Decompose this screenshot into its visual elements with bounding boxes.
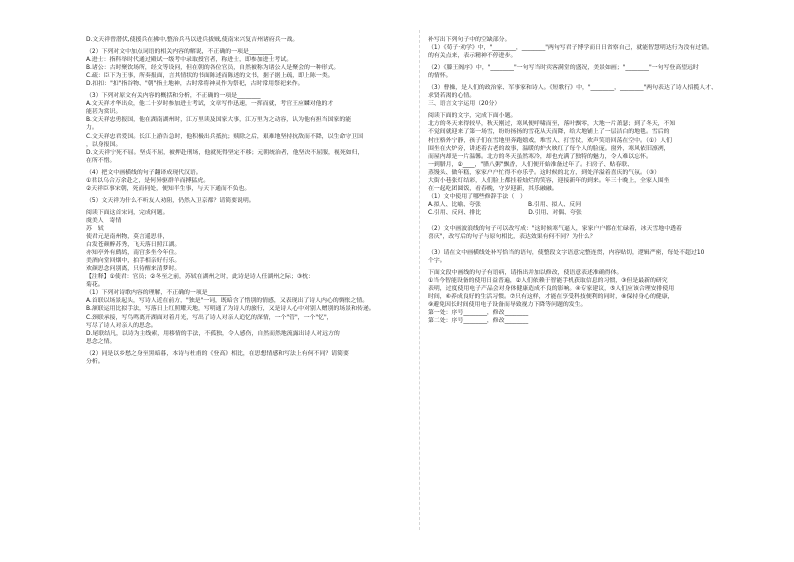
- left-text-line: C.文天祥忠君爱国。长江上游告急时，他积极出兵抵抗；赎除之后，艰难地坚持抗敌而不降，以生命守卫国: [86, 133, 363, 140]
- left-text-line: A.首联以场景起头，写诗人近在前方，"独是"一词，既暗含了惜别的情感，又表现出了诗人内心的惆怅之情。: [86, 298, 369, 305]
- right-text-line: 一到腊月，②____，"腊八粥"飘香，人们便开始准备过年了。扫房子、贴春联、: [428, 161, 634, 168]
- right-text-line: 村庄格外宁静，孩子们在雪地里奔跑嬉戏，堆雪人、打雪仗，欢声笑语回荡在空中。（①）人们: [428, 137, 672, 144]
- left-text-line: 分析。: [86, 358, 104, 365]
- left-column: [86, 36, 412, 366]
- right-text-line: 大街小巷张灯结彩，人们脸上都挂着灿烂的笑容，迎接新年的到来。年三十晚上，全家人围坐: [428, 177, 670, 184]
- right-text-line: （3）请在文中画横线处补写恰当的语句，使整段文字语意完整连贯，内容贴切，逻辑严密，每处不超过10: [428, 250, 705, 257]
- left-text-line: （4）把文中画横线的句子翻译成现代汉语。: [86, 169, 202, 176]
- left-text-line: （2）下列对文中加点词语的相关内容的解说，不正确的一项是________: [86, 49, 273, 56]
- right-text-line: C.引用、反问、排比 D.引用、对偶、夸张: [428, 209, 582, 216]
- left-text-line: C.颈联承接，写鸟鸣离开湖面对着月光，写出了诗人对亲人追忆的深情，一个"管"，一个"忆"，: [86, 314, 333, 321]
- left-text-line: B.颔联运用比拟手法，写落日上红照耀天地，写明通了为诗人的旅行，又是诗人心中对别人赠别的场景和传递。: [86, 306, 375, 313]
- left-text-line: 虞美人 寄情: [86, 217, 122, 224]
- right-text-line: ⑨避免因长时间使用电子设备而导致视力下降等问题的发生。: [428, 302, 587, 309]
- right-text-line: 在一起吃团圆饭，看春晚，守岁迎新，其乐融融。: [428, 185, 558, 192]
- right-text-line: （1）文中使用了哪些修辞手法（ ）: [428, 193, 526, 200]
- left-text-line: 阅读下面这首宋词，完成问题。: [86, 209, 169, 216]
- left-text-line: D.文天祥宁死不屈。坚贞不屈，被押赴刑场，他就死得坚定不移；元朝统治者，他坚决不屈服，视死如归，: [86, 149, 364, 156]
- left-text-line: 【注释】①使君：官员；②冬至之前，苏轼在湖州之时，此诗是诗人任湖州之际；③枕：: [86, 274, 314, 281]
- left-text-line: 美酒向堂回烟中，拍手相亲好行乐。: [86, 258, 181, 265]
- right-column: [428, 36, 764, 326]
- left-text-line: 苏 轼: [86, 225, 104, 232]
- right-text-line: 阅读下面的文字，完成下面小题。: [428, 113, 517, 120]
- right-text-line: 的有关点来，表示精神不停进步。: [428, 53, 517, 60]
- left-text-line: D.扣扣："扣"指谷物、"朝"指土地神，古时常将神灵作为祭祀，古时常用祭祀来作。: [86, 81, 304, 88]
- right-text-line: 蒸馒头、做年糕，家家户户忙得不亦乐乎。这时候的北方，到处洋溢着喜庆的气氛。（③）: [428, 169, 661, 176]
- right-text-line: 补写出下列句子中的空缺部分。: [428, 37, 511, 43]
- right-text-line: ①当今智能设备的使用日益普遍，②人们依赖于智能手机获取信息的习惯，③但是最新的研究: [428, 278, 668, 285]
- right-text-line: 三、语言文字运用（20分）: [428, 101, 501, 108]
- right-text-line: 的情怀。: [428, 73, 452, 80]
- right-text-line: 个字。: [428, 258, 446, 265]
- right-text-line: 第一处：序号________，修改________: [428, 310, 529, 317]
- right-text-line: 而屋内却是一片温馨。北方的冬天虽然寒冷，却也充满了独特的魅力，令人难以忘怀。: [428, 153, 652, 160]
- left-text-line: C.疏：臣下为王事，所奏报面，言其情状的书面陈述而陈述的文书，据子据上疏，即上陈一类。: [86, 73, 334, 80]
- right-text-line: （3）曹操，是人们的政治家、军事家和诗人。《短歌行》中，"________，________"两句表达了诗人招揽人才、: [428, 85, 717, 92]
- right-text-line: A.拟人、比喻、夸张 B.引用、拟人、反问: [428, 201, 582, 208]
- column-divider: [419, 30, 420, 530]
- left-text-line: （1）下列对诗歌内容的理解，不正确的一项是________: [86, 290, 232, 297]
- left-text-line: 力。: [86, 125, 98, 132]
- right-text-line: 喜庆"，改写后的句子与原句相比，表达效果有何不同？为什么？: [428, 234, 596, 241]
- left-text-line: B.文天祥忠勇报国，他在湖南湖州时，江万里读及国家大事，江万里为之动容，认为他有担当国家的能: [86, 117, 352, 124]
- left-text-line: 在所不惜。: [86, 157, 116, 164]
- left-text-line: 使君元是南州物，莫言遥思非，: [86, 234, 169, 241]
- right-text-line: （2）《滕王阁序》中，"________"一句写当时宾客满堂的盛况，美景如画；"________"一句写登高望远时: [428, 65, 699, 72]
- right-text-line: 求贤若渴的心情。: [428, 93, 476, 100]
- left-text-line: A.文天祥才华出众，他二十岁时参加进士考试，文章写作迅速，一挥而就，考官王应麟对他的才: [86, 101, 334, 108]
- right-text-line: 北方的冬天来得较早，秋天刚过，寒风便呼啸而至，落叶飘零，大地一片萧瑟；到了冬天，不知: [428, 121, 676, 128]
- right-text-line: 下面文段中画线的句子有语病，请指出并加以修改，使语意表述准确得体。: [428, 270, 623, 277]
- left-text-line: （3）下列对原文有关内容的概括和分析，不正确的一项是________: [86, 93, 261, 100]
- left-text-line: D.文天祥曾潜伏,使援兵在拂中,整治兵马以进兵拔贼,使南宋兴复吉州诸府兵一战。: [86, 37, 299, 43]
- left-text-line: 思念之情。: [86, 338, 116, 345]
- left-text-line: B.诸公：古时聚饮场所，经文等设问，但在朝的各位官员，自然被称为诸公人是聚会的一种形式。: [86, 65, 340, 72]
- left-text-line: ②天祥臣事宋朝，死而伺处，便知半生事，与天下通而不负也。: [86, 185, 251, 192]
- right-text-line: 第二处：序号________，修改________: [428, 318, 529, 325]
- right-text-line: 时间，⑥养成良好的生活习惯。⑦只有这样，才能在享受科技便利的同时，⑧保持身心的健康，: [428, 294, 674, 301]
- right-text-line: （2）文中画波浪线的句子可以改写成："这时候寒气逼人，家家户户都在忙碌着，冰天雪地中透着: [428, 225, 682, 232]
- left-text-line: 欢颜思念问别离，只待醒来清梦时。: [86, 266, 181, 273]
- right-text-line: 不觉间就迎来了第一场雪，纷纷扬扬的雪花从天而降，给大地铺上了一层洁白的地毯。雪后的: [428, 129, 670, 136]
- left-text-line: 白发苍颜醉苏秀，飞天落日照江湖。: [86, 242, 181, 249]
- right-text-line: 表明，过度使用电子产品会对身体健康造成不良的影响。④专家建议，⑤人们应该合理安排使用: [428, 286, 675, 293]
- left-text-line: D.尾联结凡，以诗为主线索，用移情的手法，不孤独，令人感伤，自然而然地流露出诗人对远方的: [86, 330, 340, 337]
- left-text-line: 写尽了诗人对亲人的思念。: [86, 322, 157, 329]
- left-text-line: 菊花。: [86, 282, 104, 289]
- left-text-line: 亦知亭外有鹧鸪，南宫多坐今年住。: [86, 250, 181, 257]
- left-text-line: （5）文天祥为什么不听友人劝阻，仍然入卫京都？请简要说明。: [86, 197, 255, 204]
- left-text-line: ，以身报国。: [86, 141, 122, 148]
- right-text-line: 围坐在火炉旁，讲述着古老的故事，温暖的炉火映红了每个人的脸庞。窗外，寒风依旧凛冽，: [428, 145, 670, 152]
- left-text-line: A.进士：指科举时代通过殿试一级考中录取授官者，称进士，即参加进士考试。: [86, 57, 293, 64]
- left-text-line: 能甚为赏识。: [86, 109, 122, 116]
- right-text-line: （1）《荀子·劝学》中，"________，________"两句写君子博学而日日省察自己，就能智慧明达行为没有过错。: [428, 45, 713, 52]
- left-text-line: （2）同是以乡愁之身至黑暗暮，本诗与杜甫的《登高》相比，在思想情感和写法上有何不同？请简要: [86, 350, 349, 357]
- left-text-line: ①君以乌合万余赴之，是何异驱群羊而搏猛虎。: [86, 177, 210, 184]
